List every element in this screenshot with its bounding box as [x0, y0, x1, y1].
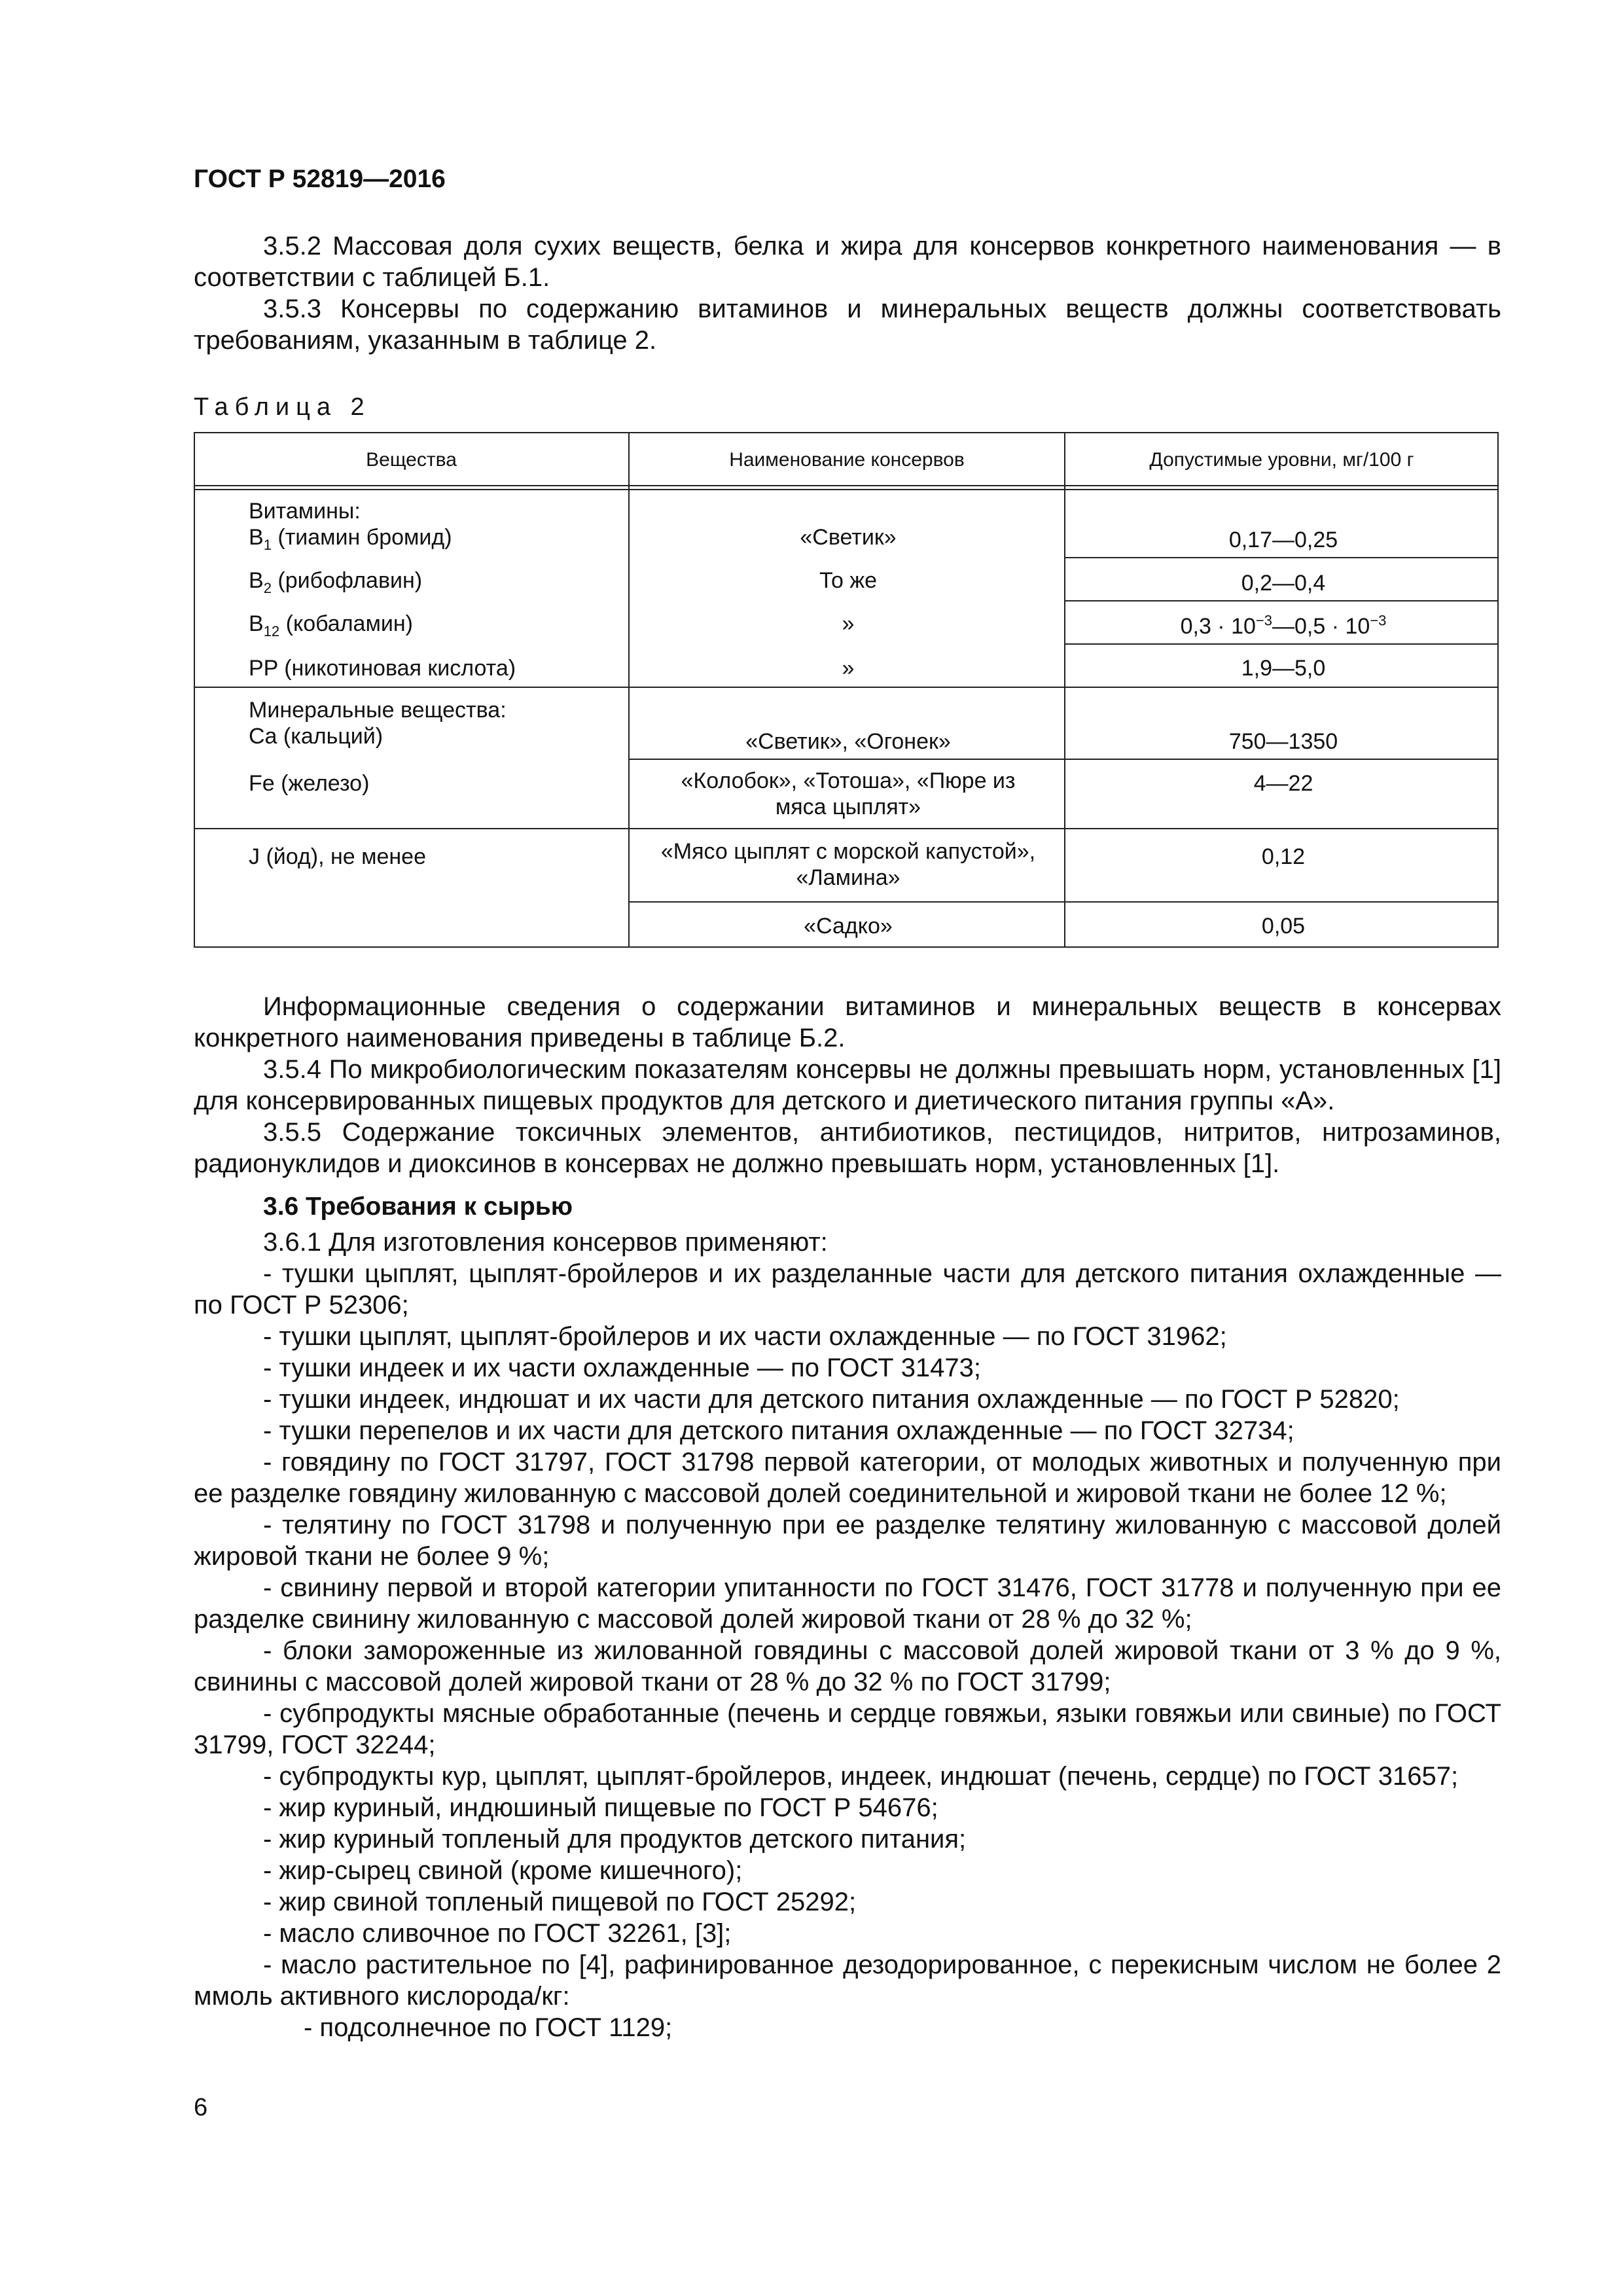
vitamins-title: Витамины: — [249, 499, 361, 524]
row-ca-product: «Светик», «Огонек» — [745, 729, 951, 754]
list-item: - тушки цыплят, цыплят-бройлеров и их разделанные части для детского питания охлажденные — по ГОСТ Р 52306; — [194, 1259, 1501, 1319]
list-item: - свинину первой и второй категории упитанности по ГОСТ 31476, ГОСТ 31778 и полученную при ее разделке свинину жилованную с массовой долей жировой ткани от 28 % до 32 %; — [194, 1573, 1501, 1634]
row-pp-level: 1,9—5,0 — [1241, 656, 1326, 681]
header-product-name: Наименование консервов — [729, 449, 965, 471]
list-item: - масло растительное по [4], рафинированное дезодорированное, с перекисным числом не более 2 ммоль активного кислорода/кг: — [194, 1950, 1501, 2011]
header-substances: Вещества — [366, 449, 457, 471]
minerals-title: Минеральные вещества: — [249, 698, 507, 723]
list-item: - масло сливочное по ГОСТ 32261, [3]; — [263, 1919, 732, 1948]
list-subitem: - подсолнечное по ГОСТ 1129; — [304, 2013, 673, 2042]
row-b2-product: То же — [819, 568, 878, 593]
row-b12-name: $B_{12}$ (кобаламин) — [249, 611, 413, 639]
list-item: - тушки индеек и их части охлажденные — по ГОСТ 31473; — [263, 1354, 982, 1382]
header-allowed-levels: Допустимые уровни, мг/100 г — [1149, 449, 1414, 471]
paragraph-3-5-2: 3.5.2 Массовая доля сухих веществ, белка и жира для консервов конкретного наименования — в соответствии с таблицей Б.1. — [194, 232, 1501, 292]
list-item: - субпродукты кур, цыплят, цыплят-бройлеров, индеек, индюшат (печень, сердце) по ГОСТ 31657; — [263, 1762, 1459, 1791]
row-b1-level: 0,17—0,25 — [1228, 528, 1338, 552]
row-b1-product: «Светик» — [800, 525, 897, 550]
page-number: 6 — [194, 2094, 208, 2121]
row-pp-product: » — [842, 656, 855, 681]
list-item: - тушки индеек, индюшат и их части для детского питания охлажденные — по ГОСТ Р 52820; — [263, 1385, 1400, 1414]
row-b2-name: $B_2$ (рибофлавин) — [249, 568, 423, 596]
list-item: - говядину по ГОСТ 31797, ГОСТ 31798 первой категории, от молодых животных и полученную при ее разделке говядину жилованную с массовой долей соединительной и жировой ткани не более 12 %; — [194, 1448, 1501, 1508]
row-fe-product-line2: мяса цыплят» — [775, 795, 921, 819]
table-caption: Таблица 2 — [194, 393, 371, 421]
row-ca-level: 750—1350 — [1228, 729, 1338, 754]
paragraph-3-5-4: 3.5.4 По микробиологическим показателям консервы не должны превышать норм, установленных [1] для консервированных пищевых продуктов для детского и диетического питания группы «А». — [194, 1055, 1501, 1115]
list-item: - жир куриный, индюшиный пищевые по ГОСТ Р 54676; — [263, 1793, 938, 1822]
paragraph-3-5-5: 3.5.5 Содержание токсичных элементов, антибиотиков, пестицидов, нитритов, нитрозаминов, радионуклидов и диоксинов в консервах не должно превышать норм, установленных [1]. — [194, 1118, 1501, 1178]
row-sadko-level: 0,05 — [1261, 914, 1306, 939]
list-item: - тушки перепелов и их части для детского питания охлажденные — по ГОСТ 32734; — [263, 1416, 1294, 1445]
list-item: - жир куриный топленый для продуктов детского питания; — [263, 1825, 967, 1854]
row-b2-level: 0,2—0,4 — [1241, 571, 1326, 596]
row-ca-name: Ca (кальций) — [249, 724, 383, 749]
row-fe-level: 4—22 — [1253, 771, 1313, 796]
paragraph-3-6-1: 3.6.1 Для изготовления консервов применяют: — [263, 1228, 828, 1257]
row-j-product-line2: «Ламина» — [796, 865, 901, 890]
row-pp-name: PP (никотиновая кислота) — [249, 656, 516, 681]
list-item: - субпродукты мясные обработанные (печень и сердце говяжьи, языки говяжьи или свиные) по ГОСТ 31799, ГОСТ 32244; — [194, 1699, 1501, 1759]
paragraph-3-5-3: 3.5.3 Консервы по содержанию витаминов и минеральных веществ должны соответствовать требованиям, указанным в таблице 2. — [194, 295, 1501, 355]
row-j-product-line1: «Мясо цыплят с морской капустой», — [660, 839, 1036, 864]
row-b12-product: » — [842, 611, 855, 636]
document-code: ГОСТ Р 52819—2016 — [194, 165, 446, 193]
list-item: - блоки замороженные из жилованной говядины с массовой долей жировой ткани от 3 % до 9 %, свинины с массовой долей жировой ткани от 28 % до 32 % по ГОСТ 31799; — [194, 1636, 1501, 1696]
row-j-level: 0,12 — [1261, 844, 1306, 869]
row-b1-name: $B_1$ (тиамин бромид) — [249, 525, 452, 553]
list-item: - жир свиной топленый пищевой по ГОСТ 25292; — [263, 1888, 857, 1916]
row-fe-name: Fe (железо) — [249, 771, 370, 796]
paragraph-info: Информационные сведения о содержании витаминов и минеральных веществ в консервах конкретного наименования приведены в таблице Б.2. — [194, 992, 1501, 1052]
row-j-name: J (йод), не менее — [249, 844, 426, 869]
row-fe-product-line1: «Колобок», «Тотоша», «Пюре из — [681, 768, 1016, 793]
table-2 — [194, 432, 1499, 948]
section-heading: 3.6 Требования к сырью — [263, 1193, 573, 1221]
list-item: - тушки цыплят, цыплят-бройлеров и их части охлажденные — по ГОСТ 31962; — [263, 1322, 1227, 1351]
list-item: - жир-сырец свиной (кроме кишечного); — [263, 1856, 743, 1885]
row-b12-level: $0,3 \cdot 10^{-3}—0,5 \cdot 10^{-3}$ — [1180, 612, 1387, 639]
row-sadko-product: «Садко» — [804, 914, 893, 939]
list-item: - телятину по ГОСТ 31798 и полученную при ее разделке телятину жилованную с массовой долей жировой ткани не более 9 %; — [194, 1511, 1501, 1571]
